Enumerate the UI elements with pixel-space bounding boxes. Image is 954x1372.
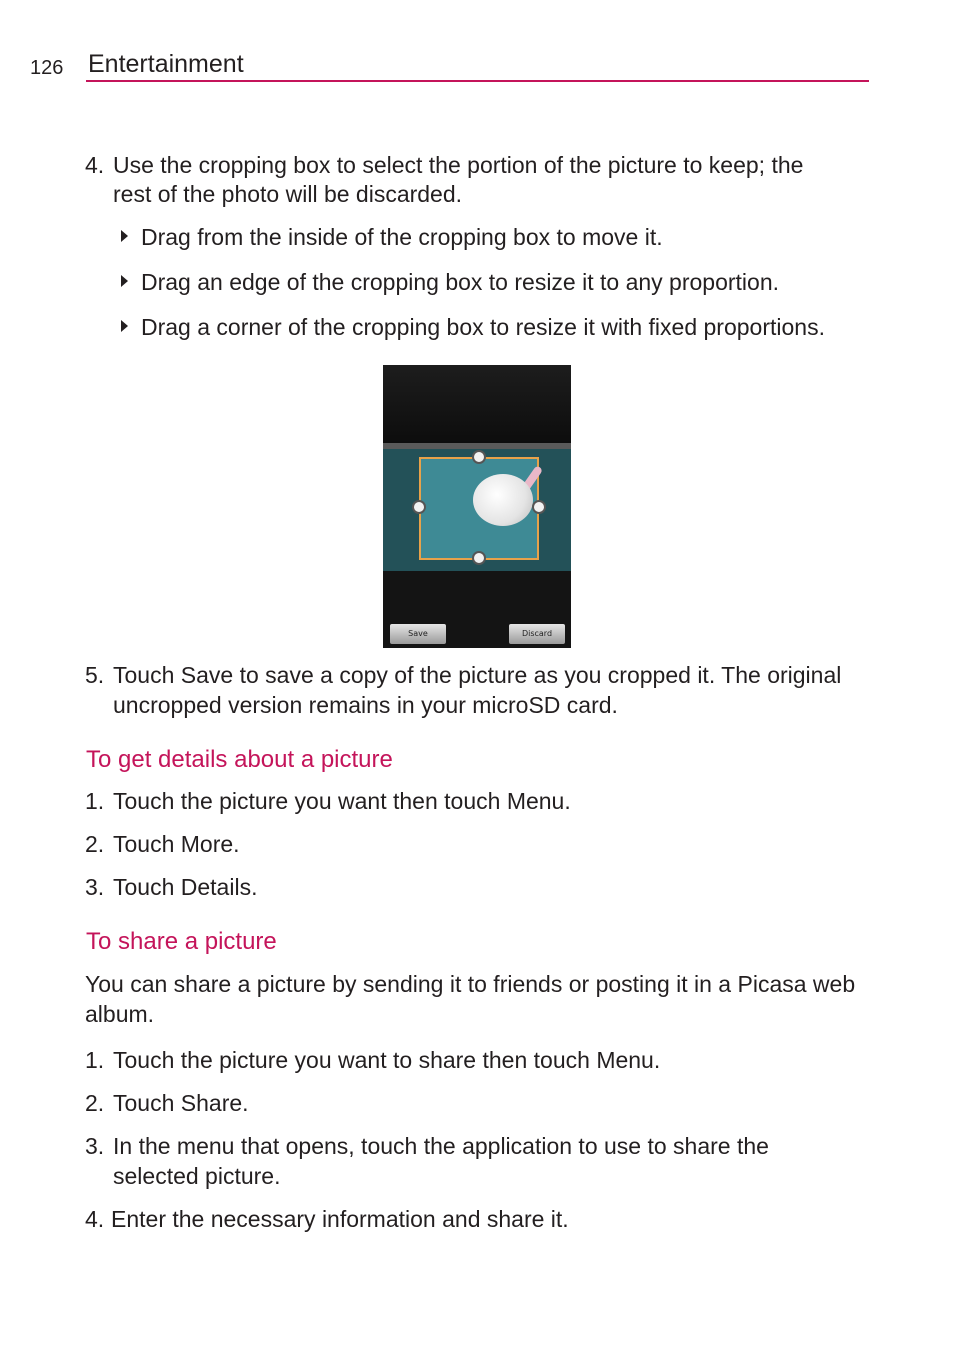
step-keyword: More [180,831,234,857]
bullet-item: Drag from the inside of the cropping box to move it. [141,224,663,250]
share-step-number: 4. [85,1206,105,1232]
share-step-text: Enter the necessary information and share it. [111,1206,569,1232]
step-keyword: Menu [506,788,565,814]
step-pre: Touch [113,874,181,900]
crop-handle-right-icon [532,500,546,514]
step-5-pre: Touch [113,662,181,688]
details-step-text [113,872,257,902]
step-5-post: to save a copy of the picture as you cropped it. The original [233,662,842,688]
step-pre: Touch the picture you want to share then touch [113,1047,597,1073]
share-step-text [113,1045,660,1075]
header-rule [86,80,869,82]
share-step-text-line1: In the menu that opens, touch the application to use to share the [113,1133,769,1159]
share-step-number: 2. [85,1090,105,1116]
screenshot-top-bar [383,365,571,443]
step-keyword: Details [180,874,252,900]
crop-handle-top-icon [472,450,486,464]
bullet-item: Drag a corner of the cropping box to resize it with fixed proportions. [141,314,825,340]
bullet-arrow-icon [121,230,128,242]
step-5-text-line2: uncropped version remains in your microSD card. [113,692,618,718]
share-step-text-line2: selected picture. [113,1163,281,1189]
details-step-number: 3. [85,874,105,900]
step-pre: Touch [113,1090,181,1116]
bullet-arrow-icon [121,275,128,287]
step-pre: Touch the picture you want then touch [113,788,507,814]
bullet-item: Drag an edge of the cropping box to resize it to any proportion. [141,269,780,295]
step-4-text-line1: Use the cropping box to select the portion of the picture to keep; the [113,152,804,178]
share-heading: To share a picture [86,928,277,955]
step-post: . [242,1090,249,1116]
section-title: Entertainment [88,50,244,78]
details-step-number: 1. [85,788,105,814]
share-step-number: 3. [85,1133,105,1159]
screenshot-discard-button: Discard [509,624,565,644]
details-step-text [113,786,571,816]
screenshot-save-button: Save [390,624,446,644]
crop-handle-bottom-icon [472,551,486,565]
step-5-text-line1 [113,660,841,690]
share-intro-line1: You can share a picture by sending it to friends or posting it in a Picasa web [85,971,856,997]
cropping-box [419,457,539,560]
share-intro-line2: album. [85,1001,155,1027]
details-step-number: 2. [85,831,105,857]
step-post: . [251,874,258,900]
step-4-number: 4. [85,152,105,178]
crop-screenshot [383,365,571,648]
crop-handle-left-icon [412,500,426,514]
bullet-arrow-icon [121,320,128,332]
step-keyword: Share [180,1090,243,1116]
step-post: . [564,788,571,814]
details-heading: To get details about a picture [86,746,393,773]
step-5-keyword: Save [180,662,234,688]
page-number: 126 [30,57,64,79]
step-5-number: 5. [85,662,105,688]
details-step-text [113,829,240,859]
share-step-text [113,1088,249,1118]
step-pre: Touch [113,831,181,857]
step-4-text-line2: rest of the photo will be discarded. [113,181,463,207]
fluffy-toy [473,474,533,526]
step-keyword: Menu [596,1047,654,1073]
step-post: . [233,831,240,857]
step-post: . [653,1047,661,1073]
share-step-number: 1. [85,1047,105,1073]
